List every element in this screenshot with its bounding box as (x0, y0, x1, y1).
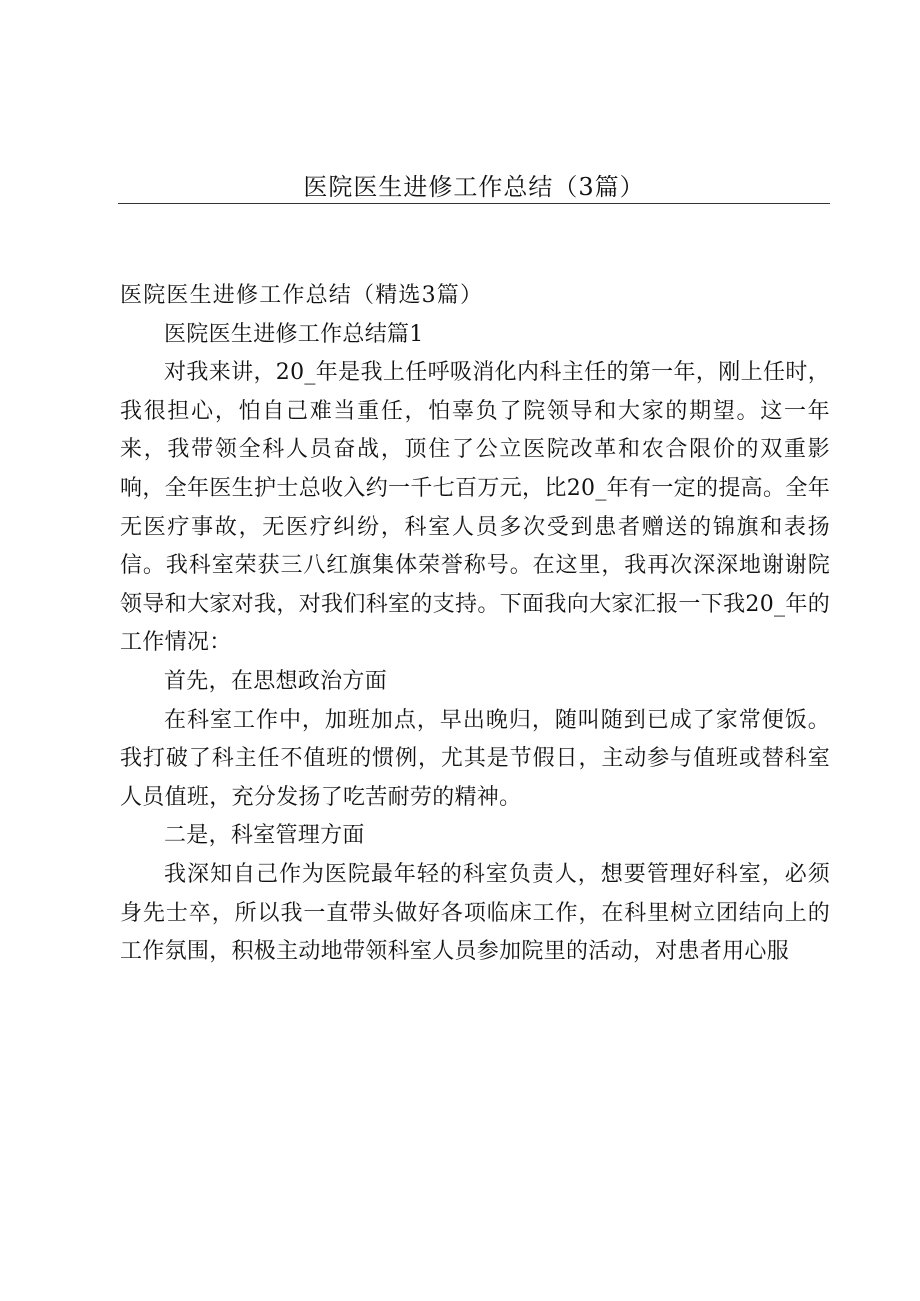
heading-department-management: 二是，科室管理方面 (164, 823, 365, 849)
heading-political-thought: 首先，在思想政治方面 (164, 668, 388, 694)
document-body (120, 277, 830, 972)
paragraph-department-management: 我深知自己作为医院最年轻的科室负责人，想要管理好科室，必须身先士卒，所以我一直带头做好各项临床工作，在科里树立团结向上的工作氛围，积极主动地带领科室人员参加院里的活动，对患者用心服 (120, 861, 830, 965)
title-underline (118, 203, 830, 204)
paragraph-political-thought: 在科室工作中，加班加点，早出晚归，随叫随到已成了家常便饭。我打破了科主任不值班的惯例，尤其是节假日，主动参与值班或替科室人员值班，充分发扬了吃苦耐劳的精神。 (120, 707, 830, 810)
document-title: 医院医生进修工作总结（3篇） (303, 173, 645, 201)
document-subtitle: 医院医生进修工作总结（精选3篇） (120, 283, 484, 308)
paragraph-intro: 对我来讲，20_年是我上任呼吸消化内科主任的第一年，刚上任时，我很担心，怕自己难当重任，怕辜负了院领导和大家的期望。这一年来，我带领全科人员奋战，顶住了公立医院改革和农合限价的双重影响，全年医生护士总收入约一千七百万元，比20_年有一定的提高。全年无医疗事故，无医疗纠纷，科室人员多次受到患者赠送的锦旗和表扬信。我科室荣获三八红旗集体荣誉称号。在这里，我再次深深地谢谢院领导和大家对我，对我们科室的支持。下面我向大家汇报一下我20_年的工作情况： (120, 360, 830, 656)
section-heading-part-1: 医院医生进修工作总结篇1 (164, 321, 424, 347)
